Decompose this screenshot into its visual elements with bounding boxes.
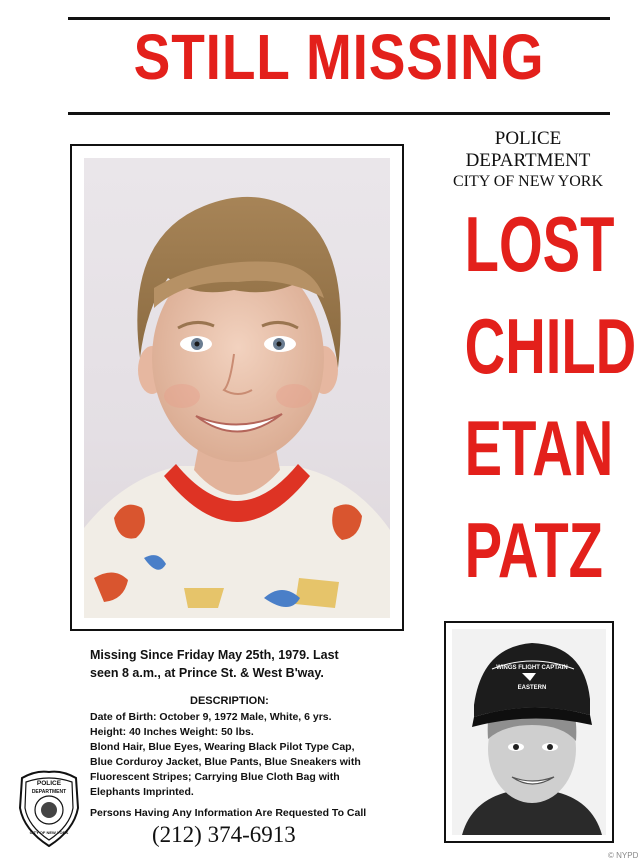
description-line: Elephants Imprinted. <box>90 786 194 798</box>
missing-since-line-2: seen 8 a.m., at Prince St. & West B'way. <box>90 666 324 680</box>
top-rule <box>68 17 610 20</box>
portrait-frame <box>70 144 404 631</box>
description-line: Blond Hair, Blue Eyes, Wearing Black Pilot Type Cap, <box>90 741 355 753</box>
contact-phone-number: (212) 374-6913 <box>152 822 296 847</box>
badge-bottom-text: CITY OF NEW YORK <box>29 830 69 835</box>
headline-child: CHILD <box>464 302 637 390</box>
department-line-3: CITY OF NEW YORK <box>452 173 604 190</box>
headline-patz: PATZ <box>464 506 603 594</box>
photo-credit: © NYPD <box>608 851 638 860</box>
department-line-1: POLICE <box>494 128 562 149</box>
headline-etan: ETAN <box>464 404 614 492</box>
badge-middle-text: DEPARTMENT <box>31 789 67 795</box>
cap-band-text: EASTERN <box>517 685 547 691</box>
poster-title: STILL MISSING <box>133 21 545 93</box>
description-heading: DESCRIPTION: <box>190 695 269 707</box>
description-line: Height: 40 Inches Weight: 50 lbs. <box>90 726 254 738</box>
description-line: Date of Birth: October 9, 1972 Male, White, 6 yrs. <box>90 711 332 723</box>
badge-top-text: POLICE <box>36 780 62 787</box>
contact-request: Persons Having Any Information Are Requested To Call <box>90 807 367 819</box>
child-in-cap-photo <box>452 629 606 835</box>
description-line: Blue Corduroy Jacket, Blue Pants, Blue Sneakers with <box>90 756 361 768</box>
headline-lost: LOST <box>464 200 615 288</box>
secondary-photo-frame <box>444 621 614 843</box>
title-underline-rule <box>68 112 610 115</box>
child-portrait-photo <box>84 158 390 618</box>
missing-since-line-1: Missing Since Friday May 25th, 1979. Last <box>90 648 339 662</box>
description-line: Fluorescent Stripes; Carrying Blue Cloth Bag with <box>90 771 340 783</box>
department-line-2: DEPARTMENT <box>465 150 591 171</box>
cap-arc-text: WINGS FLIGHT CAPTAIN <box>496 665 568 671</box>
nypd-badge-icon <box>16 768 82 848</box>
